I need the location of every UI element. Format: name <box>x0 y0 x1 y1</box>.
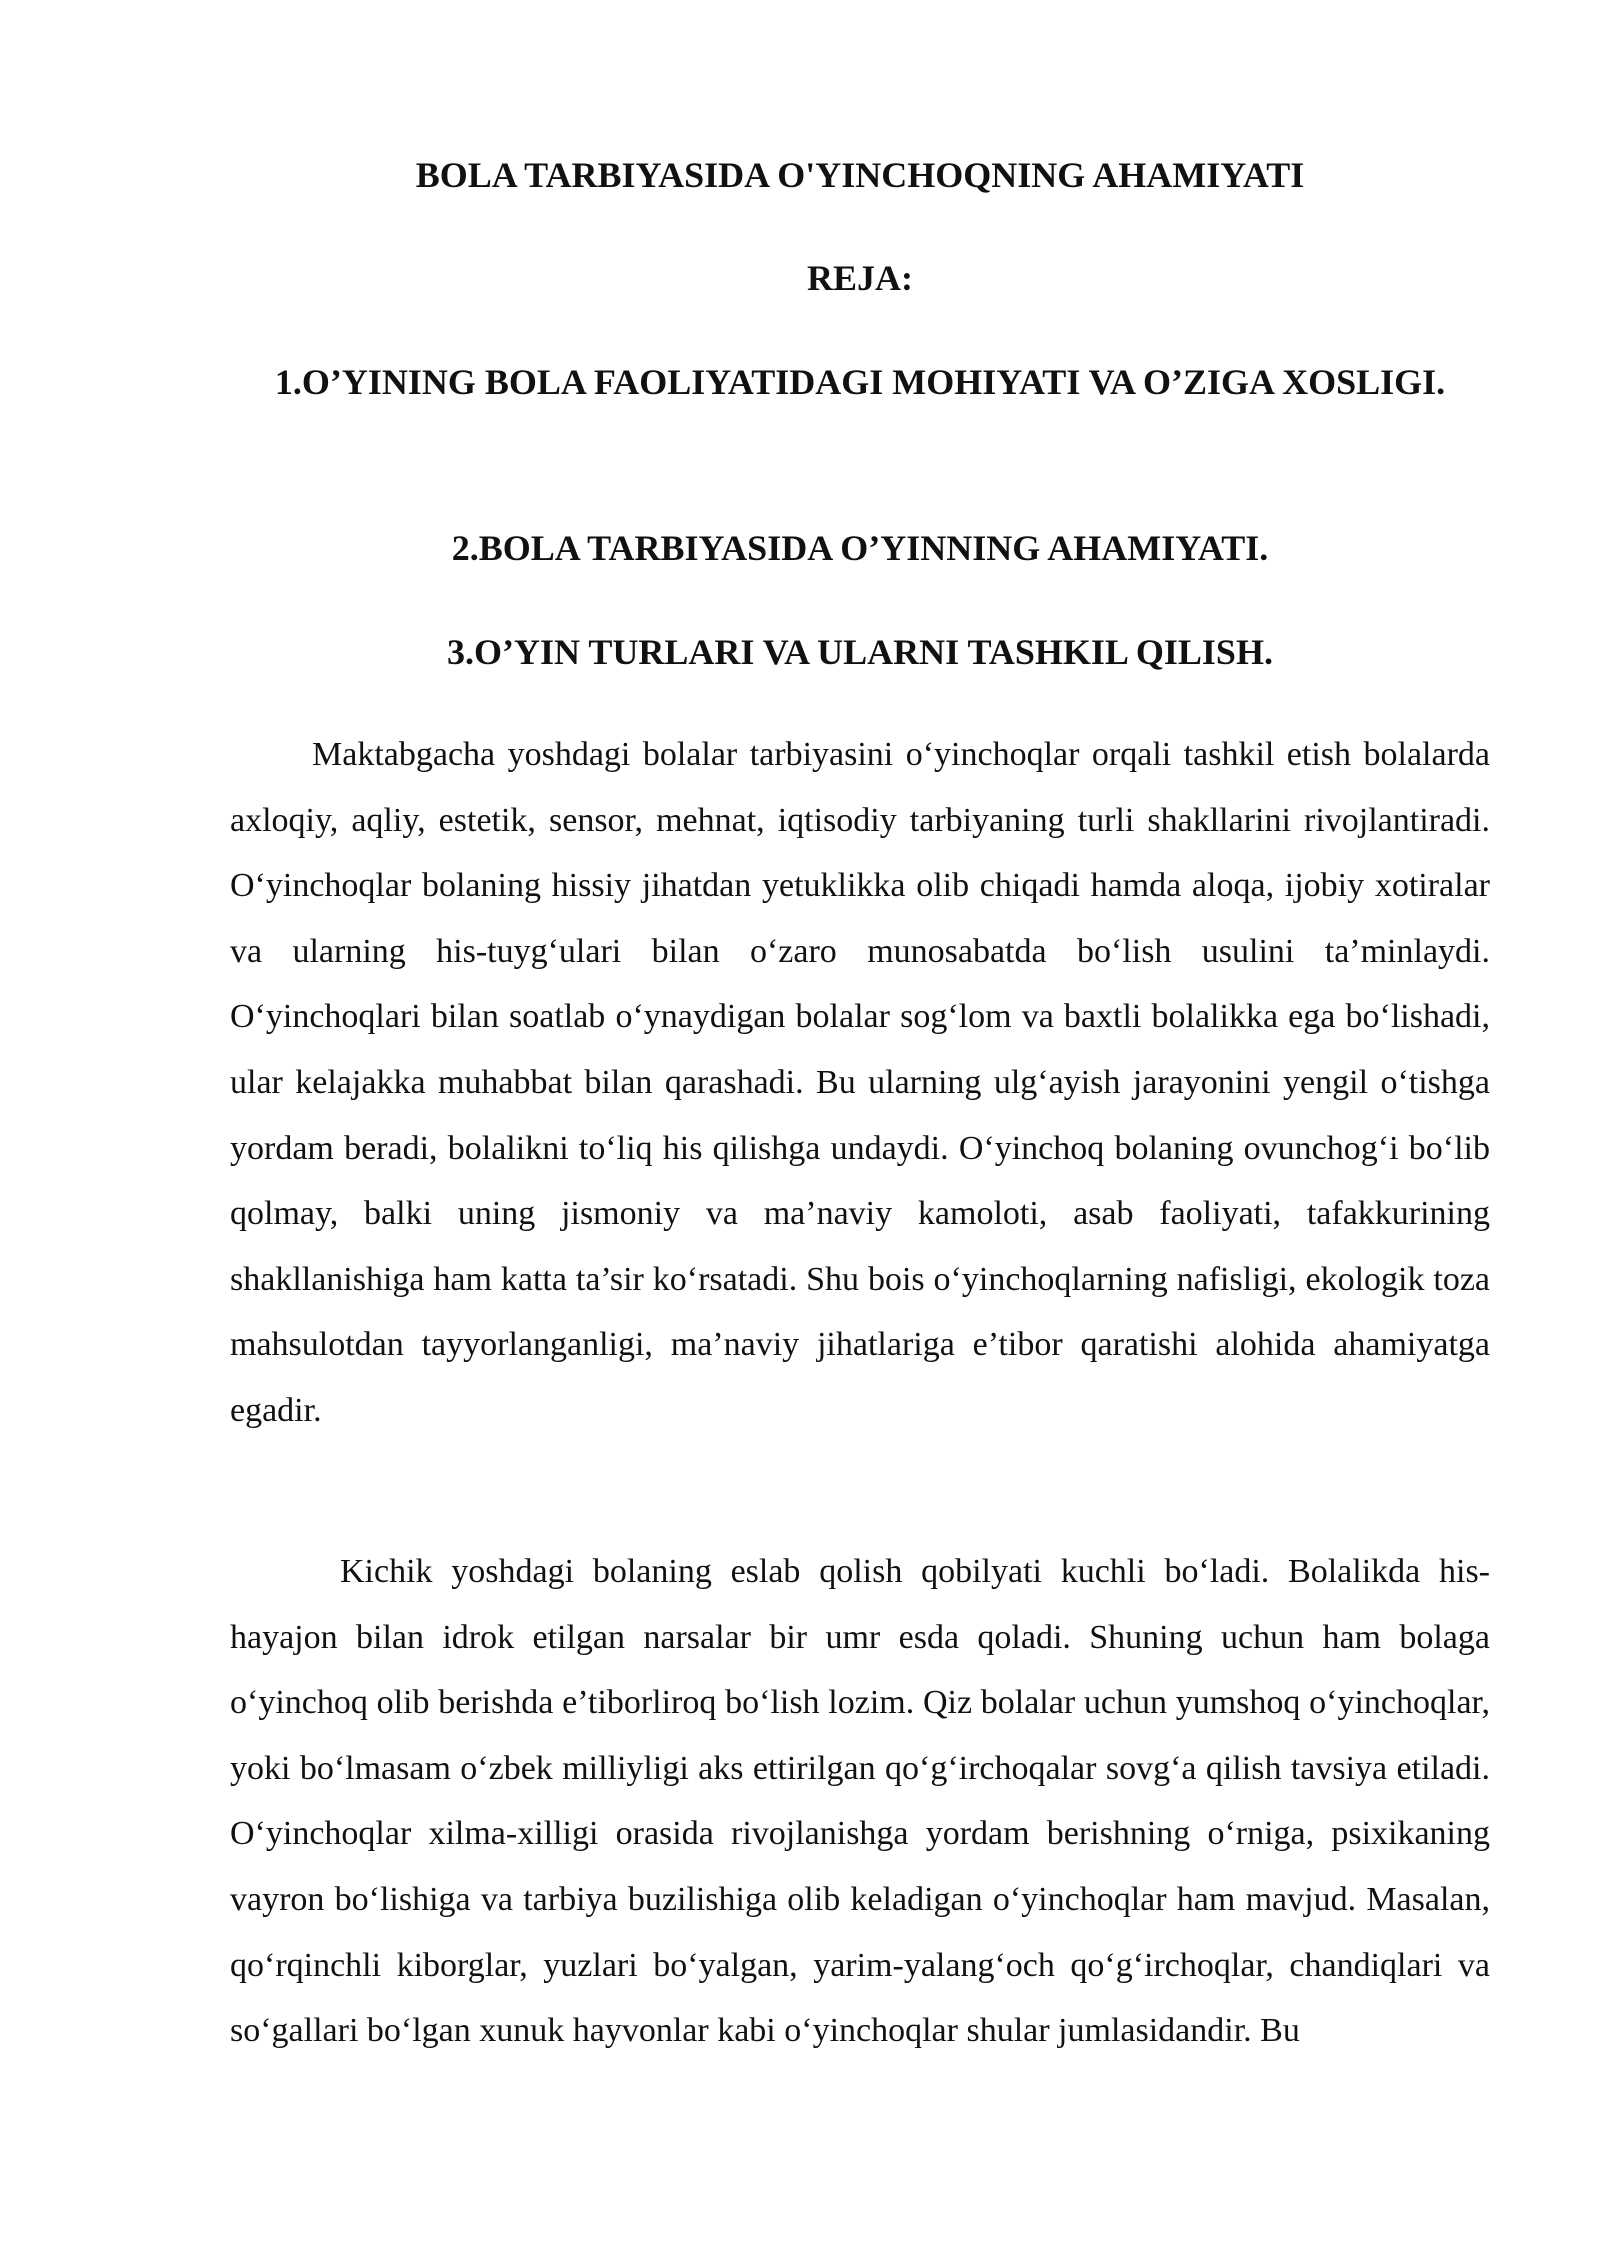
paragraph-2: Kichik yoshdagi bolaning eslab qolish qobilyati kuchli bo‘ladi. Bolalikda his-hayajon bilan idrok etilgan narsalar bir umr esda qoladi. Shuning uchun ham bolaga o‘yinchoq olib berishda e’tiborliroq bo‘lish lozim. Qiz bolalar uchun yumshoq o‘yinchoqlar, yoki bo‘lmasam o‘zbek milliyligi aks ettirilgan qo‘g‘irchoqalar sovg‘a qilish tavsiya etiladi. O‘yinchoqlar xilma-xilligi orasida rivojlanishga yordam berishning o‘rniga, psixikaning vayron bo‘lishiga va tarbiya buzilishiga olib keladigan o‘yinchoqlar ham mavjud. Masalan, qo‘rqinchli kiborglar, yuzlari bo‘yalgan, yarim-yalang‘och qo‘g‘irchoqlar, chandiqlari va so‘gallari bo‘lgan xunuk hayvonlar kabi o‘yinchoqlar shular jumlasidandir. Bu <box>230 1553 1490 2050</box>
plan-label: REJA: <box>807 258 913 298</box>
plan-item-1: 1.O’YINING BOLA FAOLIYATIDAGI MOHIYATI VA O’ZIGA XOSLIGI. <box>274 362 1446 402</box>
plan-item-2: 2.BOLA TARBIYASIDA O’YINNING AHAMIYATI. <box>451 528 1269 568</box>
document-title: BOLA TARBIYASIDA O'YINCHOQNING AHAMIYATI <box>415 155 1305 195</box>
paragraph-1: Maktabgacha yoshdagi bolalar tarbiyasini o‘yinchoqlar orqali tashkil etish bolalarda axloqiy, aqliy, estetik, sensor, mehnat, iqtisodiy tarbiyaning turli shakllarini rivojlantiradi. O‘yinchoqlar bolaning hissiy jihatdan yetuklikka olib chiqadi hamda aloqa, ijobiy xotiralar va ularning his-tuyg‘ulari bilan o‘zaro munosabatda bo‘lish usulini ta’minlaydi. O‘yinchoqlari bilan soatlab o‘ynaydigan bolalar sog‘lom va baxtli bolalikka ega bo‘lishadi, ular kelajakka muhabbat bilan qarashadi. Bu ularning ulg‘ayish jarayonini yengil o‘tishga yordam beradi, bolalikni to‘liq his qilishga undaydi. O‘yinchoq bolaning ovunchog‘i bo‘lib qolmay, balki uning jismoniy va ma’naviy kamoloti, asab faoliyati, tafakkurining shakllanishiga ham katta ta’sir ko‘rsatadi. Shu bois o‘yinchoqlarning nafisligi, ekologik toza mahsulotdan tayyorlanganligi, ma’naviy jihatlariga e’tibor qaratishi alohida ahamiyatga egadir. <box>230 736 1490 1429</box>
plan-item-3: 3.O’YIN TURLARI VA ULARNI TASHKIL QILISH. <box>447 632 1273 672</box>
